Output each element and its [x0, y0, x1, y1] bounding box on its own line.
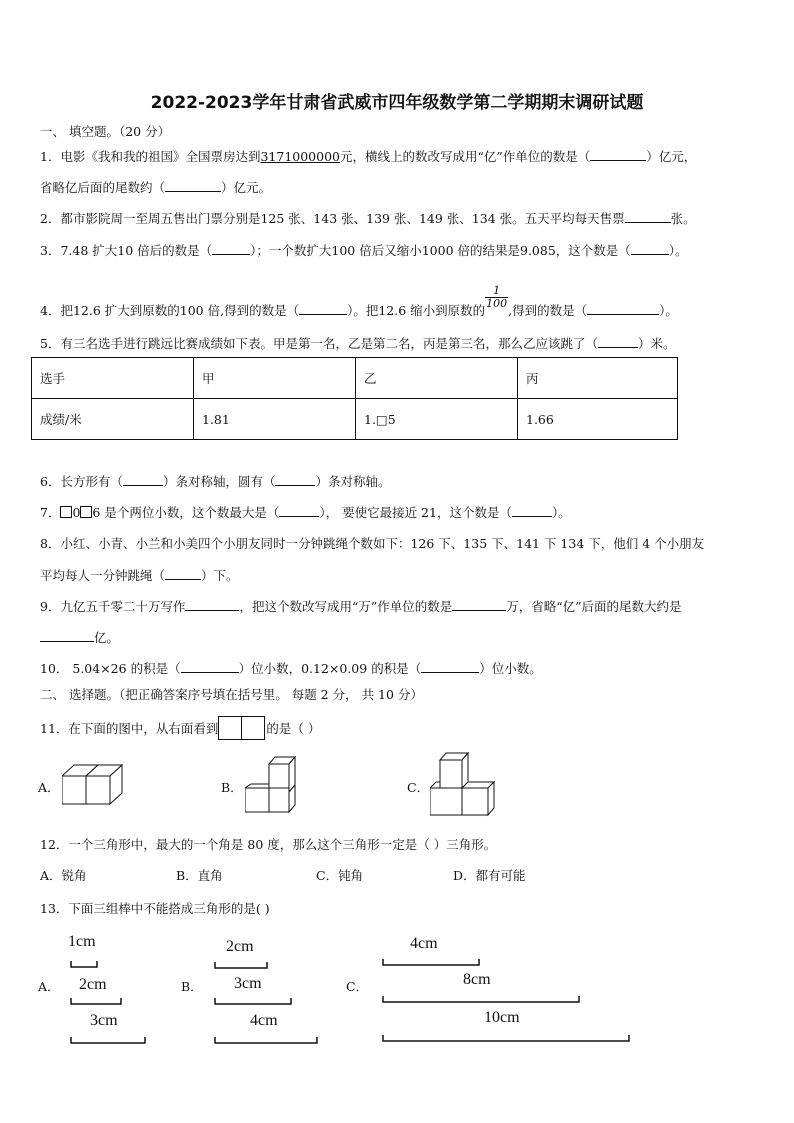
q1-blank-1[interactable] — [590, 160, 646, 161]
stick-group-b-1 — [214, 955, 268, 974]
q13-option-a-label[interactable]: A． — [38, 979, 60, 994]
q6-text-b: ）条对称轴，圆有（ — [162, 474, 276, 489]
q2-blank[interactable] — [625, 222, 671, 223]
q11-option-b-cubes-figure[interactable] — [245, 756, 305, 818]
q5-text: 5．有三名选手进行跳远比赛成绩如下表。甲是第一名，乙是第二名，丙是第三名，那么乙应该跳了（ — [40, 336, 598, 351]
q9-text-b: ，把这个数改写成用“万”作单位的数是 — [239, 599, 453, 614]
stick-label: 3cm — [90, 1012, 118, 1029]
question-11 — [40, 716, 320, 743]
q5-text-end: ）米。 — [637, 336, 676, 351]
q7-number: 7． — [40, 505, 61, 520]
q11-option-b-label[interactable]: B． — [221, 780, 243, 795]
stick-label: 1cm — [68, 933, 96, 950]
stick-label: 4cm — [410, 935, 438, 952]
q11-text-a: 11．在下面的图中，从右面看到 — [40, 721, 219, 736]
question-7 — [40, 503, 571, 521]
q2-text-a: 2．都市影院周一至周五售出门票分别是125 张、143 张、139 张、149 张、134 张。五天平均每天售票 — [40, 211, 625, 226]
question-4 — [40, 275, 678, 318]
stick-group-b-3 — [214, 1030, 318, 1049]
q11-option-a-label[interactable]: A． — [38, 780, 60, 795]
q4-blank-2[interactable] — [587, 314, 659, 315]
q9-blank-1[interactable] — [185, 610, 239, 611]
q9-text-d: 亿。 — [94, 630, 120, 645]
table-cell: 成绩/米 — [32, 399, 194, 440]
question-9-line-2 — [40, 628, 119, 646]
q1-text-a: 1．电影《我和我的祖国》全国票房达到 — [40, 149, 261, 164]
q6-blank-2[interactable] — [275, 485, 315, 486]
q10-blank-1[interactable] — [181, 672, 239, 673]
q7-text-a: 6 是个两位小数，这个数最大是（ — [92, 505, 280, 520]
q11-option-c-cubes-figure[interactable] — [430, 752, 496, 822]
q1-text-e: ）亿元。 — [221, 180, 272, 195]
question-1-line-2 — [40, 178, 271, 196]
q12-option-d[interactable]: D．都有可能 — [453, 868, 526, 883]
q3-text-a: 3．7.48 扩大10 倍后的数是（ — [40, 243, 213, 258]
q1-text-b: 元，横线上的数改写成用“亿”作单位的数是（ — [340, 149, 591, 164]
fraction-denominator: 100 — [486, 297, 508, 310]
digit-box-1 — [60, 506, 72, 518]
stick-group-a-1 — [70, 954, 98, 973]
section-1-heading: 一、 填空题。（20 分） — [40, 124, 171, 139]
q3-text-c: ）。 — [668, 243, 688, 258]
question-13: 13．下面三组棒中不能搭成三角形的是( ) — [40, 901, 270, 916]
question-12: 12．一个三角形中，最大的一个角是 80 度，那么这个三角形一定是（ ）三角形。 — [40, 837, 497, 852]
stick-group-a-2 — [70, 991, 122, 1010]
question-1-line-1 — [40, 147, 696, 165]
q7-digit: 0 — [72, 505, 81, 520]
q9-blank-2[interactable] — [452, 610, 506, 611]
q9-text-a: 9．九亿五千零二十万写作 — [40, 599, 186, 614]
q10-text-a: 10． 5.04×26 的积是（ — [40, 661, 181, 676]
q10-text-c: ）位小数。 — [479, 661, 542, 676]
question-6 — [40, 472, 391, 490]
table-header-row — [32, 358, 678, 399]
q5-blank[interactable] — [598, 347, 638, 348]
long-jump-score-table — [31, 357, 678, 440]
section-2-heading: 二、 选择题。（把正确答案序号填在括号里。 每题 2 分， 共 10 分） — [40, 687, 423, 702]
q4-text-c: ,得到的数是（ — [508, 303, 588, 318]
q10-blank-2[interactable] — [421, 672, 479, 673]
q7-blank-2[interactable] — [512, 516, 552, 517]
stick-group-c-3 — [382, 1028, 630, 1047]
q12-option-a[interactable]: A．锐角 — [40, 868, 87, 883]
q6-text-c: ）条对称轴。 — [315, 474, 391, 489]
q4-blank-1[interactable] — [299, 314, 347, 315]
q9-blank-3[interactable] — [40, 641, 94, 642]
q8-text-c: ）下。 — [201, 568, 239, 583]
table-cell: 1.□5 — [356, 399, 518, 440]
page-title: 2022-2023学年甘肃省武威市四年级数学第二学期期末调研试题 — [150, 93, 644, 113]
q4-text-a: 4．把12.6 扩大到原数的100 倍,得到的数是（ — [40, 303, 300, 318]
q7-text-c: ）。 — [551, 505, 571, 520]
table-header-cell: 选手 — [32, 358, 194, 399]
table-header-cell: 甲 — [194, 358, 356, 399]
stick-group-a-3 — [70, 1030, 146, 1049]
stick-label: 10cm — [484, 1009, 520, 1026]
q12-option-b[interactable]: B．直角 — [176, 868, 223, 883]
table-header-cell: 乙 — [356, 358, 518, 399]
q11-text-b: 的是（ ） — [266, 721, 321, 736]
q4-text-b: ）。把12.6 缩小到原数的 — [347, 303, 486, 318]
q1-text-c: ）亿元， — [646, 149, 697, 164]
q12-option-c[interactable]: C．钝角 — [316, 868, 364, 883]
q3-text-b: ）；一个数扩大100 倍后又缩小1000 倍的结果是9.085，这个数是（ — [250, 243, 631, 258]
question-9-line-1 — [40, 597, 682, 615]
stick-label: 4cm — [250, 1012, 278, 1029]
q2-text-b: 张。 — [670, 211, 696, 226]
q10-text-b: ）位小数，0.12×0.09 的积是（ — [238, 661, 422, 676]
stick-label: 8cm — [463, 971, 491, 988]
q1-blank-2[interactable] — [165, 191, 221, 192]
q3-blank-2[interactable] — [631, 254, 669, 255]
question-10 — [40, 659, 542, 677]
q6-blank-1[interactable] — [123, 485, 163, 486]
table-header-cell: 丙 — [518, 358, 678, 399]
table-cell: 1.66 — [518, 399, 678, 440]
q8-text-b: 平均每人一分钟跳绳（ — [40, 568, 166, 583]
q1-underlined-number: 3171000000 — [260, 149, 340, 164]
stick-group-c-2 — [382, 989, 580, 1008]
question-5 — [40, 334, 675, 352]
question-8-line-1: 8．小红、小青、小兰和小美四个小朋友同时一分钟跳绳个数如下：126 下、135 下、141 下 134 下，他们 4 个小朋友 — [40, 536, 705, 551]
q11-option-c-label[interactable]: C． — [407, 780, 430, 795]
digit-box-2 — [80, 506, 92, 518]
two-squares-view-icon — [218, 716, 266, 743]
fraction-numerator: 1 — [485, 285, 508, 298]
fraction-one-hundredth — [485, 285, 508, 310]
question-8-line-2 — [40, 566, 239, 584]
q8-blank[interactable] — [165, 579, 201, 580]
q13-option-b-label[interactable]: B． — [181, 979, 203, 994]
q13-option-c-label[interactable]: C． — [346, 979, 369, 994]
q1-text-d: 省略亿后面的尾数约（ — [40, 180, 166, 195]
q11-option-a-cubes-figure[interactable] — [62, 764, 128, 810]
stick-label: 3cm — [234, 975, 262, 992]
question-3 — [40, 241, 688, 259]
q7-text-b: ）， 要使它最接近 21，这个数是（ — [319, 505, 512, 520]
table-row — [32, 399, 678, 440]
q4-text-d: ）。 — [659, 303, 678, 318]
stick-label: 2cm — [79, 976, 107, 993]
q6-text-a: 6．长方形有（ — [40, 474, 123, 489]
stick-label: 2cm — [226, 938, 254, 955]
question-2 — [40, 209, 696, 227]
stick-group-c-1 — [382, 952, 480, 971]
q7-blank-1[interactable] — [279, 516, 319, 517]
stick-group-b-2 — [214, 991, 292, 1010]
q3-blank-1[interactable] — [212, 254, 250, 255]
q9-text-c: 万，省略“亿”后面的尾数大约是 — [506, 599, 682, 614]
table-cell: 1.81 — [194, 399, 356, 440]
